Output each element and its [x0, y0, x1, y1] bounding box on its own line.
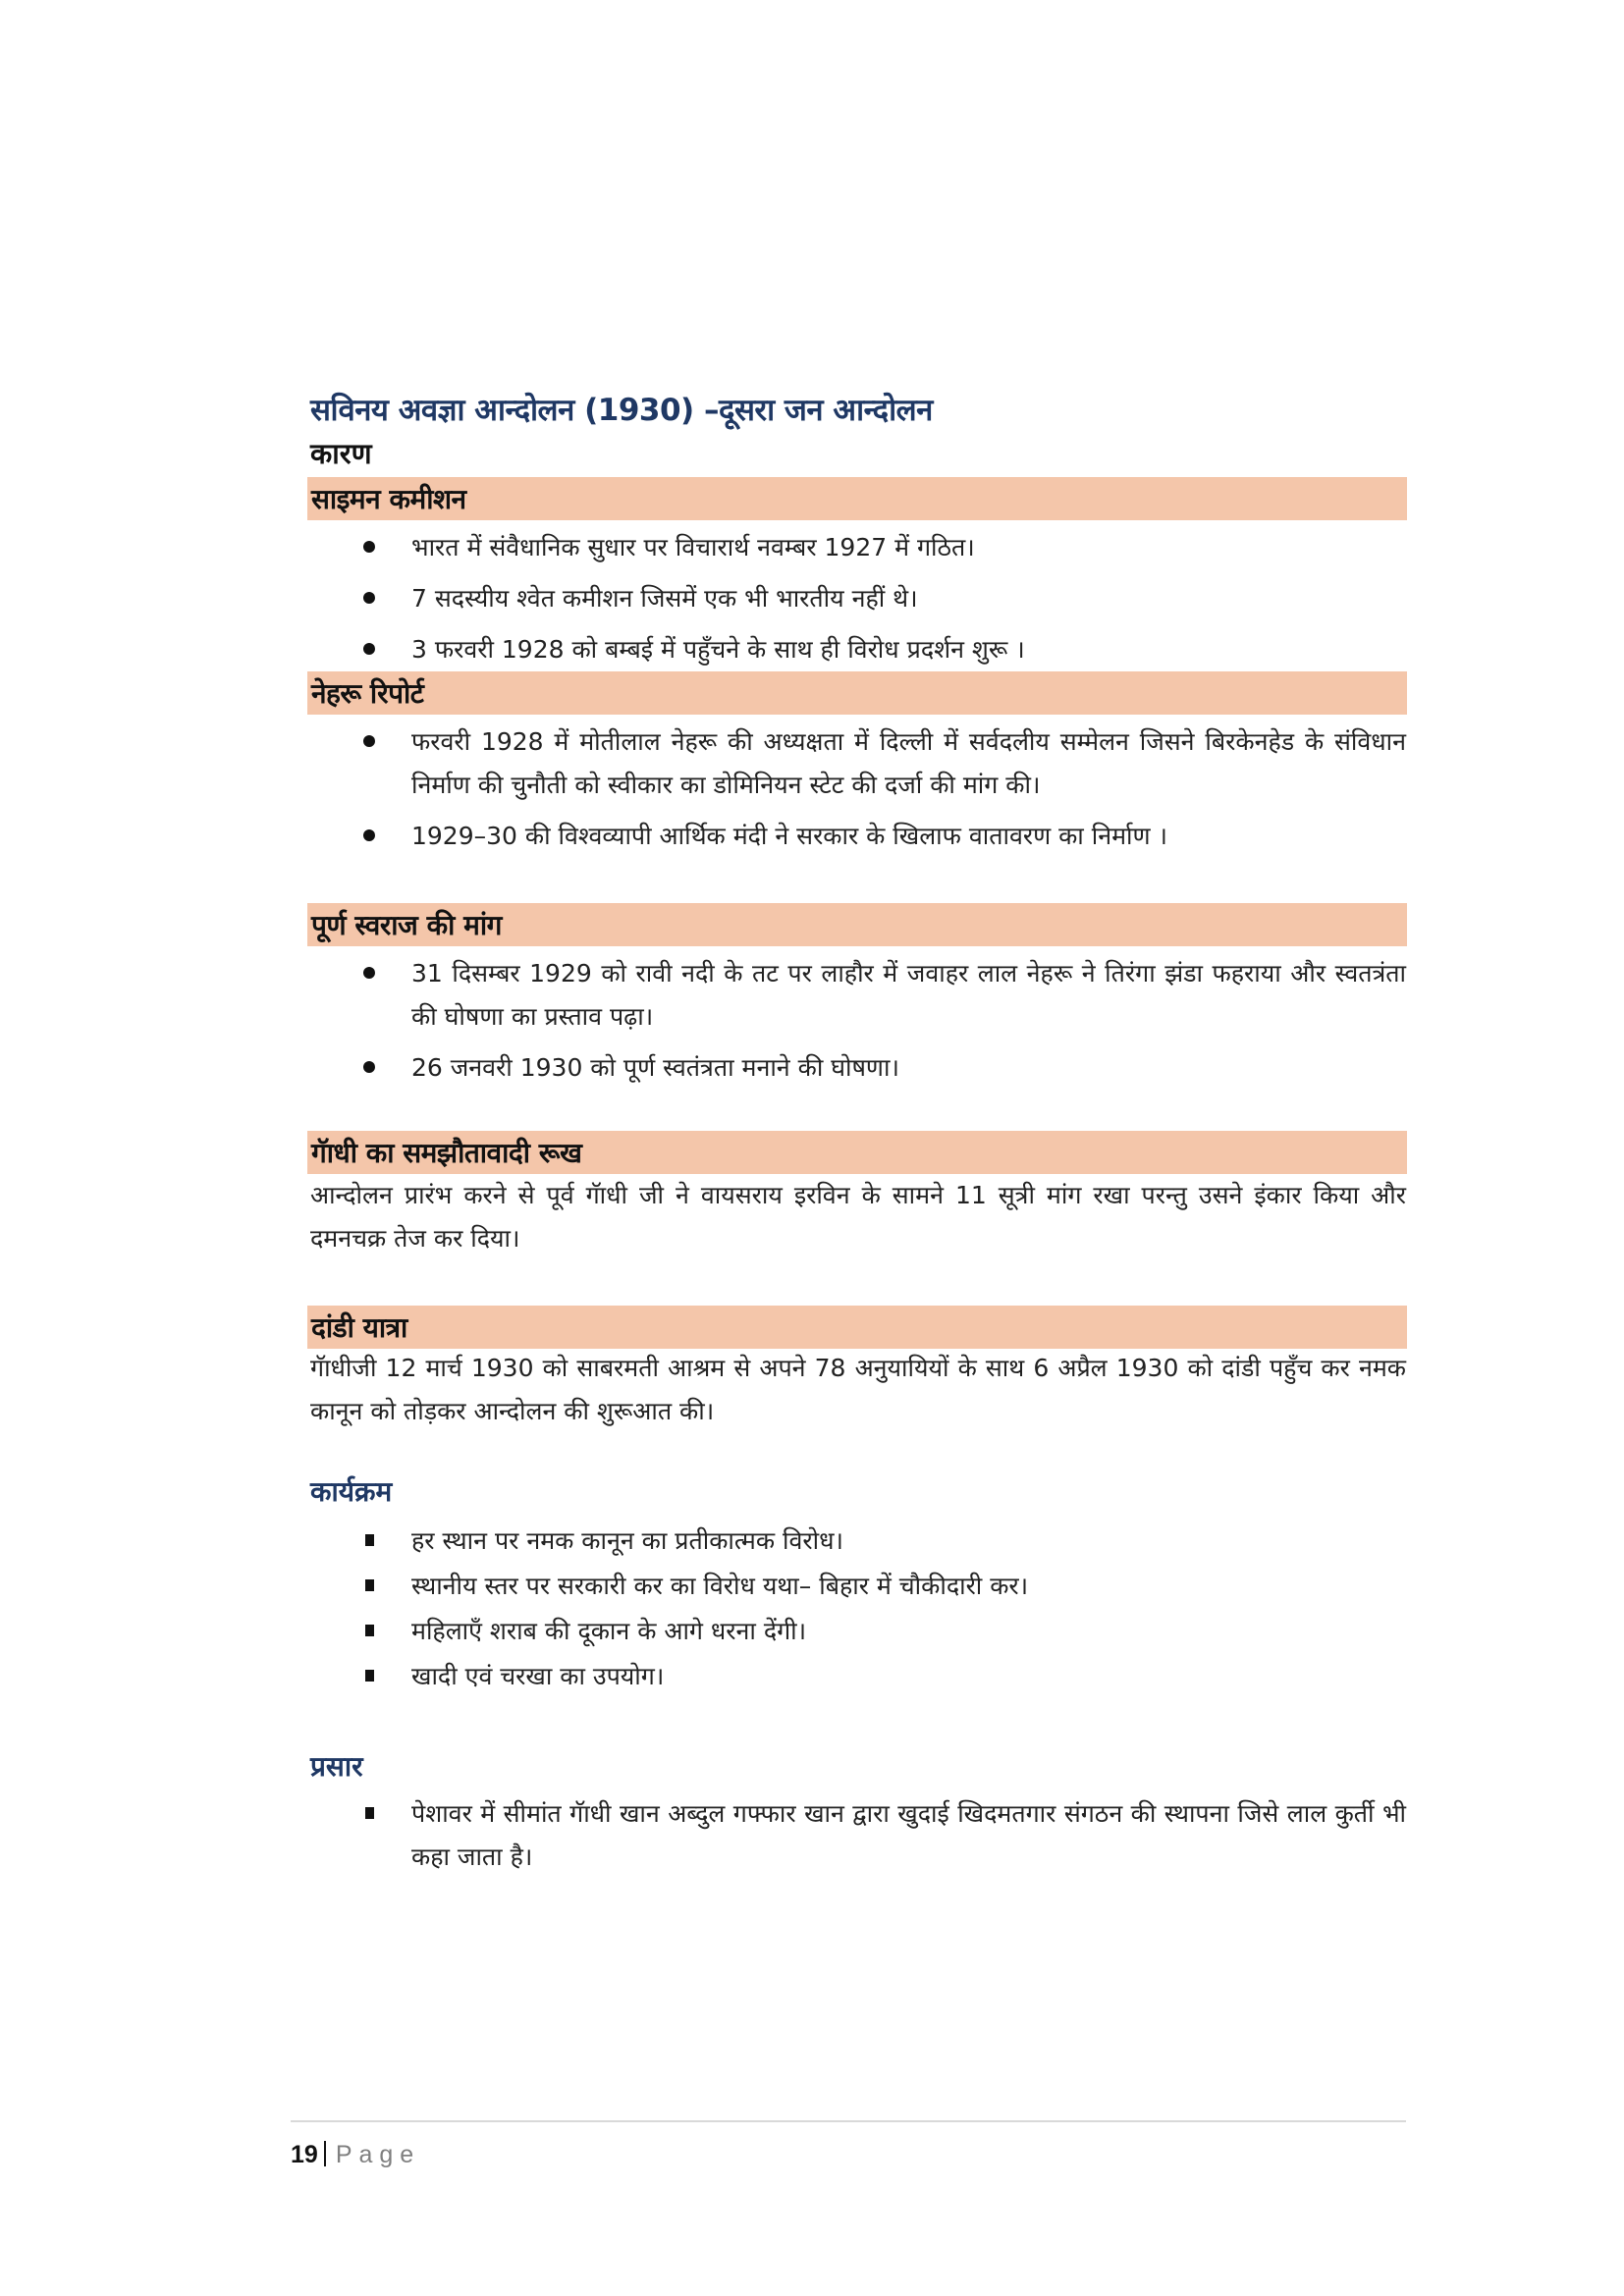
spread-list — [359, 1792, 1406, 1887]
bullet-icon — [363, 643, 375, 655]
list-item: हर स्थान पर नमक कानून का प्रतीकात्मक विरोध। — [359, 1520, 1406, 1563]
list-item: 7 सदस्यीय श्वेत कमीशन जिसमें एक भी भारतीय नहीं थे। — [359, 577, 1406, 620]
square-bullet-icon — [365, 1670, 374, 1682]
list-item: 1929–30 की विश्वव्यापी आर्थिक मंदी ने सरकार के खिलाफ वातावरण का निर्माण । — [359, 815, 1406, 858]
bullet-icon — [363, 829, 375, 841]
page-number: 19 — [291, 2141, 318, 2168]
list-item: फरवरी 1928 में मोतीलाल नेहरू की अध्यक्षता में दिल्ली में सर्वदलीय सम्मेलन जिसने बिरकेनहेड के संविधान निर्माण की चुनौती को स्वीकार का डोमिनियन स्टेट की दर्जा की मांग की। — [359, 721, 1406, 807]
list-item: 31 दिसम्बर 1929 को रावी नदी के तट पर लाहौर में जवाहर लाल नेहरू ने तिरंगा झंडा फहराया और स्वतत्रंता की घोषणा का प्रस्ताव पढ़ा। — [359, 952, 1406, 1039]
section-heading-dandi: दांडी यात्रा — [311, 1311, 407, 1344]
dandi-paragraph: गॅाधीजी 12 मार्च 1930 को साबरमती आश्रम से अपने 78 अनुयायियों के साथ 6 अप्रैल 1930 को दांडी पहुँच कर नमक कानून को तोड़कर आन्दोलन की शुरूआत की। — [310, 1354, 1406, 1425]
list-item: 26 जनवरी 1930 को पूर्ण स्वतंत्रता मनाने की घोषणा। — [359, 1046, 1406, 1090]
list-item: भारत में संवैधानिक सुधार पर विचारार्थ नवम्बर 1927 में गठित। — [359, 526, 1406, 569]
program-list — [359, 1520, 1406, 1700]
square-bullet-icon — [365, 1625, 374, 1636]
footer-separator — [324, 2141, 326, 2166]
bullet-icon — [363, 1061, 375, 1073]
bullet-icon — [363, 541, 375, 553]
program-heading: कार्यक्रम — [310, 1475, 393, 1508]
section-heading-swaraj: पूर्ण स्वराज की मांग — [311, 909, 502, 941]
spread-heading: प्रसार — [310, 1750, 363, 1783]
square-bullet-icon — [365, 1534, 374, 1546]
section-band-swaraj — [307, 903, 1407, 946]
list-item: खादी एवं चरखा का उपयोग। — [359, 1655, 1406, 1698]
causes-heading: कारण — [310, 437, 372, 470]
bullet-icon — [363, 967, 375, 979]
section-heading-nehru: नेहरू रिपोर्ट — [311, 677, 424, 710]
page-label: Page — [335, 2141, 421, 2168]
page-footer — [291, 2140, 420, 2169]
nehru-list — [359, 721, 1406, 866]
section-heading-simon: साइमन कमीशन — [311, 483, 466, 515]
gandhi-paragraph: आन्दोलन प्रारंभ करने से पूर्व गॅाधी जी ने वायसराय इरविन के सामने 11 सूत्री मांग रखा परन्तु उसने इंकार किया और दमनचक्र तेज कर दिया। — [310, 1181, 1406, 1253]
section-band-simon — [307, 477, 1407, 520]
footer-divider — [291, 2120, 1406, 2122]
section-band-gandhi — [307, 1131, 1407, 1174]
list-item: महिलाएँ शराब की दूकान के आगे धरना देंगी। — [359, 1610, 1406, 1653]
list-item: पेशावर में सीमांत गॅाधी खान अब्दुल गफ्फार खान द्वारा खुदाई खिदमतगार संगठन की स्थापना जिसे लाल कुर्ती भी कहा जाता है। — [359, 1792, 1406, 1879]
square-bullet-icon — [365, 1579, 374, 1591]
list-item: स्थानीय स्तर पर सरकारी कर का विरोध यथा– बिहार में चौकीदारी कर। — [359, 1565, 1406, 1608]
list-item: 3 फरवरी 1928 को बम्बई में पहुँचने के साथ ही विरोध प्रदर्शन शुरू । — [359, 628, 1406, 671]
swaraj-list — [359, 952, 1406, 1097]
bullet-icon — [363, 592, 375, 604]
square-bullet-icon — [365, 1807, 374, 1819]
section-band-dandi — [307, 1306, 1407, 1349]
section-heading-gandhi: गॅाधी का समझौतावादी रूख — [311, 1137, 582, 1169]
bullet-icon — [363, 735, 375, 747]
section-band-nehru — [307, 671, 1407, 715]
page-title: सविनय अवज्ञा आन्दोलन (1930) –दूसरा जन आन्दोलन — [310, 393, 933, 428]
simon-list — [359, 526, 1406, 679]
